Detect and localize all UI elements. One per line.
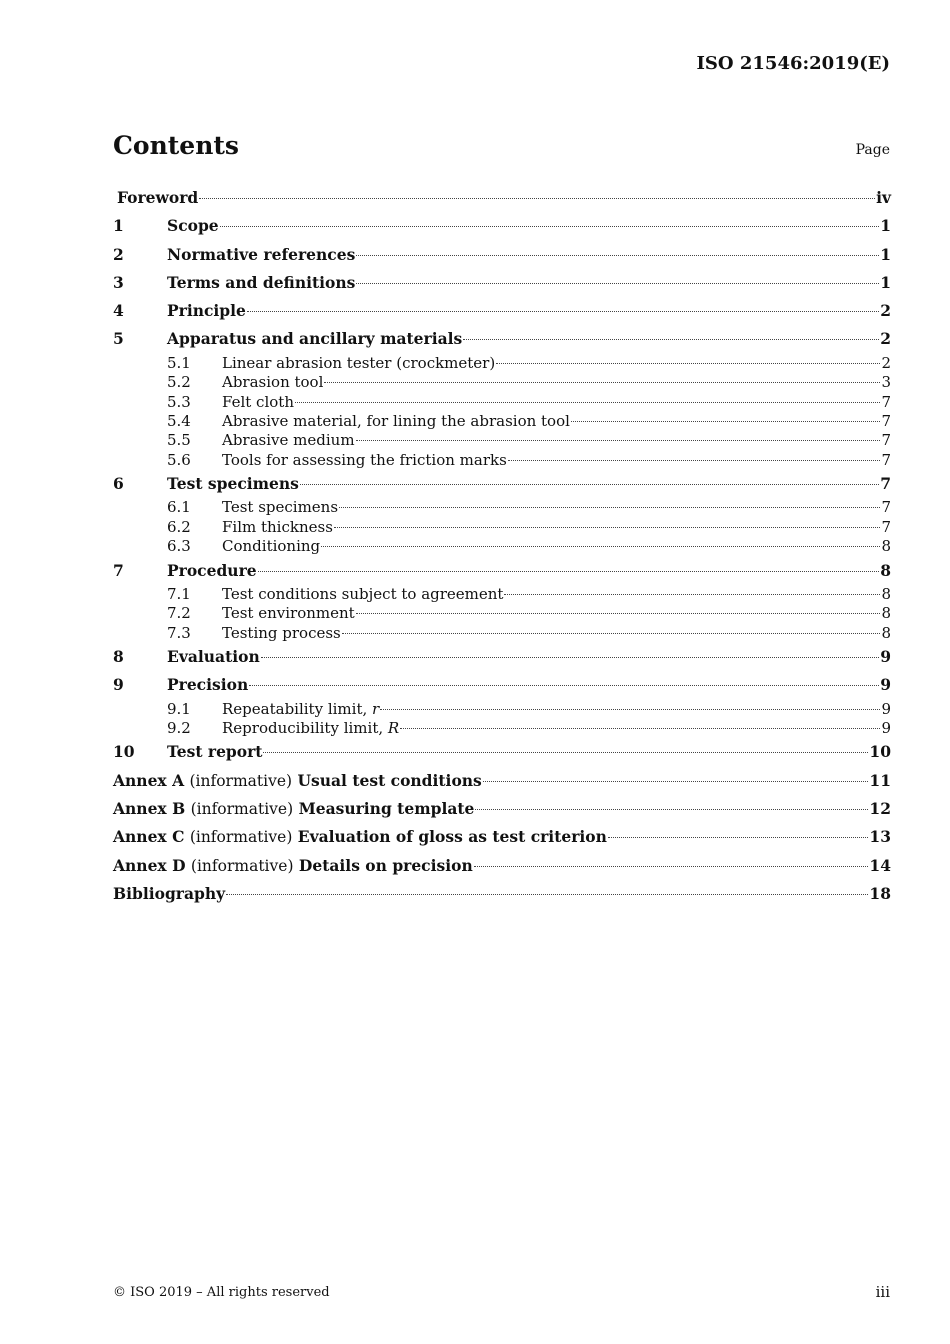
toc-page: 9 xyxy=(880,647,891,667)
page-column-label: Page xyxy=(855,142,890,158)
annex-label: Annex A xyxy=(113,770,185,790)
toc-entry-3[interactable] xyxy=(113,269,891,297)
dot-leader xyxy=(356,440,881,441)
toc-number: 7.3 xyxy=(167,623,191,642)
dot-leader xyxy=(356,613,881,614)
toc-entry-4[interactable] xyxy=(113,297,891,325)
toc-page: 7 xyxy=(881,498,891,517)
toc-number: 6.3 xyxy=(167,537,191,556)
dot-leader xyxy=(258,571,880,572)
toc-title-variable: r xyxy=(372,699,380,718)
toc-number: 10 xyxy=(113,742,135,762)
dot-leader xyxy=(400,728,880,729)
toc-page: 2 xyxy=(880,301,891,321)
annex-title: Evaluation of gloss as test criterion xyxy=(297,827,607,847)
toc-number: 8 xyxy=(113,647,124,667)
toc-number: 5 xyxy=(113,329,124,349)
toc-entry-6[interactable] xyxy=(113,470,891,498)
toc-page: 9 xyxy=(880,675,891,695)
toc-entry-1[interactable] xyxy=(113,212,891,240)
dot-leader xyxy=(247,311,879,312)
toc-page: 8 xyxy=(881,537,891,556)
toc-page: 8 xyxy=(881,604,891,623)
dot-leader xyxy=(508,460,881,461)
toc-number: 2 xyxy=(113,244,124,264)
toc-page: 1 xyxy=(880,272,891,292)
toc-title: Procedure xyxy=(167,560,257,580)
toc-title: Test specimens xyxy=(222,498,339,517)
dot-leader xyxy=(261,657,879,658)
toc-entry-annex-c[interactable] xyxy=(113,823,891,851)
toc-title: Normative references xyxy=(167,244,356,264)
toc-page: 8 xyxy=(881,623,891,642)
dot-leader xyxy=(249,685,879,686)
dot-leader xyxy=(608,837,869,838)
copyright-notice: © ISO 2019 – All rights reserved xyxy=(113,1285,330,1300)
toc-page: 14 xyxy=(869,855,891,875)
toc-page: 12 xyxy=(869,799,891,819)
dot-leader xyxy=(504,594,880,595)
dot-leader xyxy=(356,283,879,284)
contents-title: Contents xyxy=(113,131,240,160)
annex-type: (informative) xyxy=(190,856,294,875)
toc-subentry-7-2[interactable] xyxy=(113,604,891,623)
toc-number: 6.2 xyxy=(167,517,191,536)
toc-page: 1 xyxy=(880,216,891,236)
toc-title: Linear abrasion tester (crockmeter) xyxy=(222,353,496,372)
toc-subentry-5-6[interactable] xyxy=(113,451,891,470)
toc-title xyxy=(113,823,607,851)
toc-title-text: Reproducibility limit, xyxy=(222,719,388,738)
toc-title-text: Repeatability limit, xyxy=(222,699,373,718)
toc-title: Apparatus and ancillary materials xyxy=(167,329,463,349)
toc-page: 7 xyxy=(881,517,891,536)
toc-title: Testing process xyxy=(222,623,341,642)
toc-number: 7.1 xyxy=(167,584,191,603)
toc-title: Test conditions subject to agreement xyxy=(222,584,504,603)
table-of-contents xyxy=(113,184,891,908)
toc-title: Principle xyxy=(167,301,246,321)
toc-number: 7.2 xyxy=(167,604,191,623)
dot-leader xyxy=(199,198,875,199)
dot-leader xyxy=(295,402,880,403)
toc-page: 11 xyxy=(869,770,891,790)
toc-title: Abrasion tool xyxy=(222,373,324,392)
toc-entry-annex-a[interactable] xyxy=(113,767,891,795)
toc-number: 9.1 xyxy=(167,699,191,718)
toc-title: Film thickness xyxy=(222,517,333,536)
toc-title: Foreword xyxy=(117,188,199,207)
toc-number: 5.1 xyxy=(167,353,191,372)
toc-number: 6.1 xyxy=(167,498,191,517)
toc-title xyxy=(113,795,474,823)
toc-title xyxy=(222,719,399,738)
toc-subentry-6-2[interactable] xyxy=(113,518,891,537)
toc-entry-5[interactable] xyxy=(113,325,891,353)
toc-page: iv xyxy=(876,188,891,207)
toc-title: Abrasive material, for lining the abrasion tool xyxy=(222,411,570,430)
toc-title: Felt cloth xyxy=(222,392,294,411)
toc-entry-9[interactable] xyxy=(113,671,891,699)
toc-page: 3 xyxy=(881,373,891,392)
dot-leader xyxy=(474,866,869,867)
dot-leader xyxy=(483,781,869,782)
toc-entry-7[interactable] xyxy=(113,557,891,585)
toc-title: Test report xyxy=(167,742,263,762)
annex-label: Annex B xyxy=(113,799,186,819)
toc-entry-bibliography[interactable] xyxy=(113,880,891,908)
toc-number: 5.3 xyxy=(167,392,191,411)
toc-title: Abrasive medium xyxy=(222,431,355,450)
page-number: iii xyxy=(875,1283,890,1301)
toc-entry-2[interactable] xyxy=(113,241,891,269)
toc-number: 4 xyxy=(113,301,124,321)
toc-title: Test environment xyxy=(222,604,355,623)
dot-leader xyxy=(226,894,868,895)
toc-page: 9 xyxy=(881,719,891,738)
toc-title-variable: R xyxy=(387,719,400,738)
toc-number: 5.5 xyxy=(167,431,191,450)
toc-subentry-5-1[interactable] xyxy=(113,354,891,373)
toc-page: 10 xyxy=(869,742,891,762)
toc-title: Terms and definitions xyxy=(167,272,356,292)
toc-entry-annex-d[interactable] xyxy=(113,852,891,880)
toc-title: Evaluation xyxy=(167,647,260,667)
dot-leader xyxy=(380,709,880,710)
toc-page: 13 xyxy=(869,827,891,847)
toc-entry-10[interactable] xyxy=(113,738,891,766)
toc-title xyxy=(113,767,482,795)
annex-label: Annex C xyxy=(113,827,185,847)
dot-leader xyxy=(496,363,880,364)
toc-subentry-9-2[interactable] xyxy=(113,719,891,738)
toc-page: 7 xyxy=(881,431,891,450)
toc-subentry-5-3[interactable] xyxy=(113,393,891,412)
annex-title: Details on precision xyxy=(298,855,473,875)
dot-leader xyxy=(220,226,880,227)
annex-type: (informative) xyxy=(189,828,293,847)
toc-number: 9 xyxy=(113,675,124,695)
toc-number: 5.6 xyxy=(167,450,191,469)
toc-title xyxy=(222,700,379,719)
annex-type: (informative) xyxy=(190,800,294,819)
toc-number: 7 xyxy=(113,560,124,580)
toc-subentry-5-5[interactable] xyxy=(113,431,891,450)
toc-number: 6 xyxy=(113,474,124,494)
toc-title xyxy=(113,852,473,880)
toc-title: Precision xyxy=(167,675,249,695)
toc-number: 1 xyxy=(113,216,124,236)
dot-leader xyxy=(475,809,868,810)
toc-title: Scope xyxy=(167,216,219,236)
toc-subentry-5-2[interactable] xyxy=(113,373,891,392)
toc-title: Conditioning xyxy=(222,537,321,556)
toc-title: Tools for assessing the friction marks xyxy=(222,450,507,469)
document-id: ISO 21546:2019(E) xyxy=(696,53,890,74)
toc-subentry-7-3[interactable] xyxy=(113,624,891,643)
toc-page: 7 xyxy=(881,411,891,430)
annex-type: (informative) xyxy=(189,771,293,790)
toc-number: 3 xyxy=(113,272,124,292)
toc-page: 9 xyxy=(881,699,891,718)
toc-entry-annex-b[interactable] xyxy=(113,795,891,823)
toc-entry-foreword[interactable] xyxy=(113,184,891,212)
toc-subentry-9-1[interactable] xyxy=(113,700,891,719)
toc-number: 5.2 xyxy=(167,373,191,392)
toc-subentry-5-4[interactable] xyxy=(113,412,891,431)
toc-page: 2 xyxy=(881,353,891,372)
toc-page: 7 xyxy=(881,450,891,469)
annex-label: Annex D xyxy=(113,855,186,875)
toc-title: Bibliography xyxy=(113,883,226,903)
toc-page: 7 xyxy=(880,474,891,494)
dot-leader xyxy=(356,255,879,256)
dot-leader xyxy=(339,507,880,508)
toc-page: 7 xyxy=(881,392,891,411)
dot-leader xyxy=(463,339,879,340)
toc-page: 18 xyxy=(869,883,891,903)
dot-leader xyxy=(571,421,881,422)
dot-leader xyxy=(300,484,879,485)
dot-leader xyxy=(263,752,868,753)
toc-subentry-6-1[interactable] xyxy=(113,498,891,517)
dot-leader xyxy=(334,527,881,528)
toc-subentry-7-1[interactable] xyxy=(113,585,891,604)
toc-page: 2 xyxy=(880,329,891,349)
toc-page: 8 xyxy=(880,560,891,580)
annex-title: Usual test conditions xyxy=(297,770,482,790)
toc-number: 5.4 xyxy=(167,411,191,430)
toc-number: 9.2 xyxy=(167,719,191,738)
toc-page: 1 xyxy=(880,244,891,264)
toc-subentry-6-3[interactable] xyxy=(113,537,891,556)
dot-leader xyxy=(342,633,881,634)
dot-leader xyxy=(321,546,880,547)
annex-title: Measuring template xyxy=(298,799,475,819)
toc-page: 8 xyxy=(881,584,891,603)
toc-title: Test specimens xyxy=(167,474,299,494)
toc-entry-8[interactable] xyxy=(113,643,891,671)
dot-leader xyxy=(324,382,880,383)
